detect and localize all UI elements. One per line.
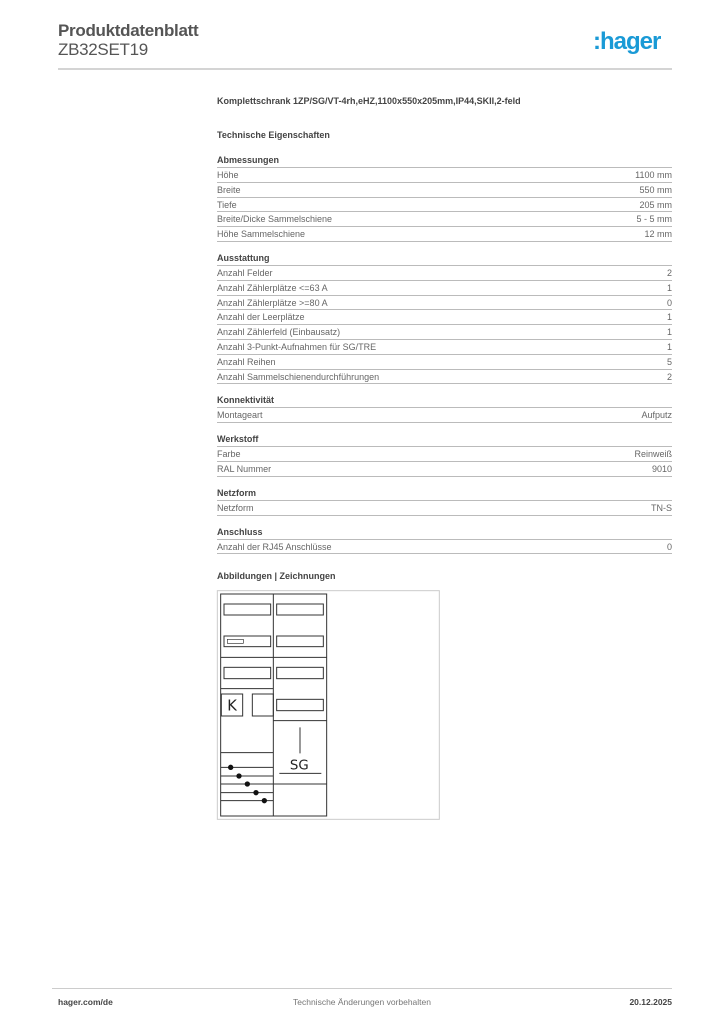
property-label: Montageart xyxy=(217,410,263,421)
property-label: Farbe xyxy=(217,449,241,460)
property-label: Netzform xyxy=(217,502,254,513)
table-row xyxy=(217,227,672,242)
property-label: Anzahl der RJ45 Anschlüsse xyxy=(217,541,332,552)
section xyxy=(217,526,672,555)
table-row xyxy=(217,266,672,281)
hager-logo: :hager xyxy=(593,28,661,55)
table-row xyxy=(217,370,672,385)
section xyxy=(217,433,672,477)
label-k: K xyxy=(227,697,237,715)
table-row xyxy=(217,281,672,296)
property-label: Breite/Dicke Sammelschiene xyxy=(217,214,333,225)
section-heading: Werkstoff xyxy=(217,433,672,447)
properties-table xyxy=(217,154,672,564)
property-value: 205 mm xyxy=(639,199,672,210)
label-sg: SG xyxy=(289,758,309,774)
property-label: Anzahl 3-Punkt-Aufnahmen für SG/TRE xyxy=(217,341,377,352)
header-divider xyxy=(58,68,672,70)
table-row xyxy=(217,462,672,477)
table-row xyxy=(217,183,672,198)
table-row xyxy=(217,168,672,183)
property-value: 550 mm xyxy=(639,184,672,195)
section-heading: Abmessungen xyxy=(217,154,672,168)
property-value: 9010 xyxy=(651,463,672,474)
section-heading: Ausstattung xyxy=(217,252,672,266)
meter-icon xyxy=(227,639,243,643)
table-row xyxy=(217,355,672,370)
table-row xyxy=(217,325,672,340)
footer-note: Technische Änderungen vorbehalten xyxy=(293,997,431,1007)
property-label: Tiefe xyxy=(217,199,237,210)
section xyxy=(217,154,672,242)
property-value: 5 - 5 mm xyxy=(636,214,672,225)
drawing-frame xyxy=(217,591,439,820)
property-label: Anzahl Sammelschienendurchführungen xyxy=(217,371,380,382)
property-label: Anzahl Zählerfeld (Einbausatz) xyxy=(217,327,341,338)
section xyxy=(217,252,672,384)
property-label: Anzahl Felder xyxy=(217,267,273,278)
table-row xyxy=(217,447,672,462)
table-row xyxy=(217,310,672,325)
page-title: Produktdatenblatt xyxy=(58,21,199,40)
property-value: 0 xyxy=(666,541,672,552)
property-value: Reinweiß xyxy=(634,449,672,460)
property-value: 1100 mm xyxy=(635,170,672,180)
property-value: 12 mm xyxy=(644,229,672,240)
product-name: Komplettschrank 1ZP/SG/VT-4rh,eHZ,1100x550x205mm,IP44,SKII,2-feld xyxy=(217,96,521,106)
property-value: 0 xyxy=(666,297,672,308)
property-value: 2 xyxy=(666,267,672,278)
property-label: Anzahl Zählerplätze <=63 A xyxy=(217,282,328,293)
footer-website[interactable]: hager.com/de xyxy=(58,997,113,1007)
table-row xyxy=(217,408,672,423)
table-row xyxy=(217,540,672,555)
property-label: Anzahl Zählerplätze >=80 A xyxy=(217,297,328,308)
property-label: Anzahl der Leerplätze xyxy=(217,312,305,323)
section xyxy=(217,487,672,516)
property-value: 5 xyxy=(666,356,672,367)
table-row xyxy=(217,212,672,227)
section-heading: Netzform xyxy=(217,487,672,501)
property-label: Anzahl Reihen xyxy=(217,356,276,367)
table-row xyxy=(217,340,672,355)
property-value: 2 xyxy=(666,371,672,382)
figures-heading: Abbildungen | Zeichnungen xyxy=(217,571,336,581)
section-heading: Anschluss xyxy=(217,526,672,540)
tech-heading: Technische Eigenschaften xyxy=(217,130,330,140)
property-label: RAL Nummer xyxy=(217,463,272,474)
table-row xyxy=(217,296,672,311)
footer-divider xyxy=(52,988,672,989)
section xyxy=(217,394,672,423)
table-row xyxy=(217,501,672,516)
property-value: Aufputz xyxy=(641,410,672,421)
table-row xyxy=(217,198,672,213)
property-label: Breite xyxy=(217,184,241,195)
property-value: 1 xyxy=(666,341,672,352)
property-value: TN-S xyxy=(651,502,672,513)
property-label: Höhe xyxy=(217,170,239,180)
property-value: 1 xyxy=(666,282,672,293)
cabinet-drawing xyxy=(210,580,450,830)
product-code: ZB32SET19 xyxy=(58,40,148,59)
footer-date: 20.12.2025 xyxy=(629,997,672,1007)
property-value: 1 xyxy=(666,312,672,323)
section-heading: Konnektivität xyxy=(217,394,672,408)
property-value: 1 xyxy=(666,327,672,338)
property-label: Höhe Sammelschiene xyxy=(217,229,306,240)
